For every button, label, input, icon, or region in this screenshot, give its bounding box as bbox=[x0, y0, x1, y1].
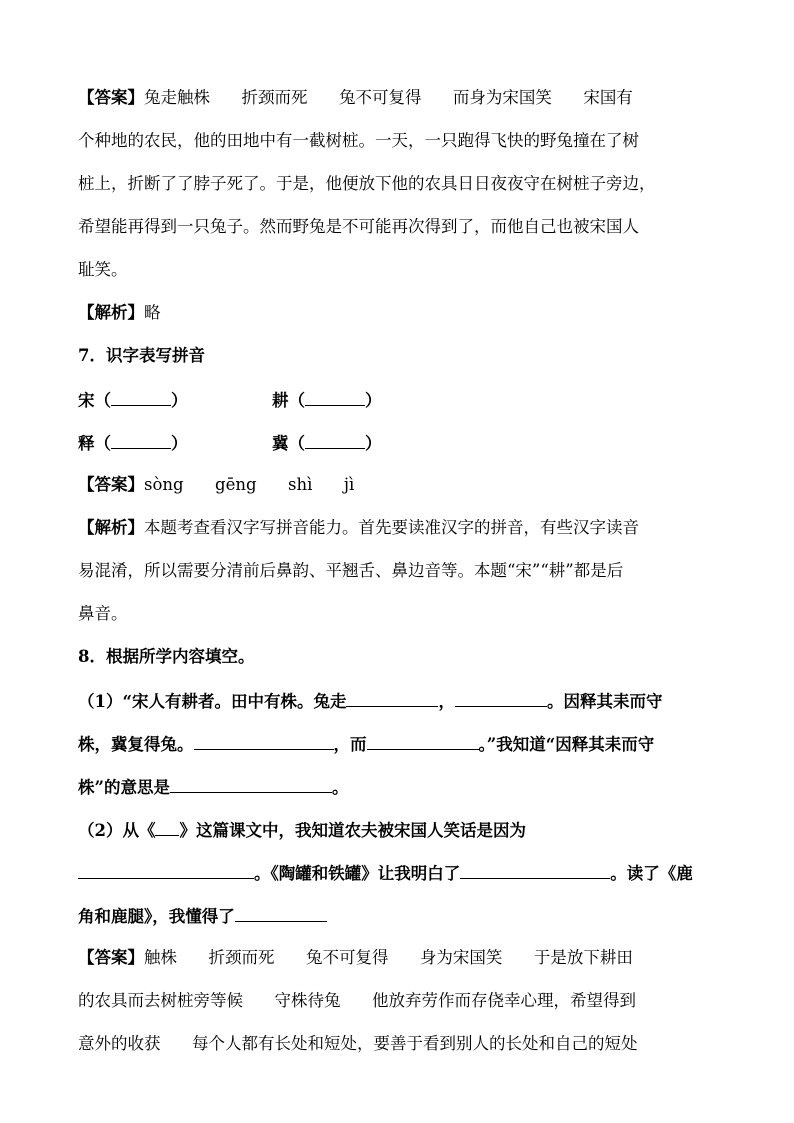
q6-answer-line-2: 个种地的农民，他的田地中有一截树桩。一天，一只跑得飞快的野兔撞在了树 bbox=[78, 131, 639, 150]
q8-part1-line-1 bbox=[78, 688, 662, 714]
q8-part2-line-1 bbox=[78, 817, 526, 843]
q7-char: 耕 bbox=[272, 391, 289, 410]
answer-text: sòng gēng shì jì bbox=[144, 475, 355, 494]
q6-analysis bbox=[78, 301, 161, 325]
question-8-title: 8．根据所学内容填空。 bbox=[78, 647, 255, 666]
q7-char: 冀 bbox=[272, 434, 289, 453]
q7-item-song bbox=[78, 387, 188, 413]
paren-open: （ bbox=[94, 391, 111, 410]
text: 。读了《鹿 bbox=[610, 864, 693, 883]
q7-item-shi bbox=[78, 430, 188, 456]
q7-char: 释 bbox=[78, 434, 95, 453]
answer-text: 触株 折颈而死 兔不可复得 身为宋国笑 于是放下耕田 bbox=[144, 948, 633, 967]
text: 。 bbox=[332, 778, 349, 797]
paren-open: （ bbox=[94, 434, 111, 453]
answer-label: 【答案】 bbox=[78, 88, 144, 107]
blank-5[interactable] bbox=[170, 774, 332, 793]
text: 。因释其耒而守 bbox=[546, 692, 663, 711]
q7-analysis-line-3: 鼻音。 bbox=[78, 604, 128, 623]
q8-part1-line-2 bbox=[78, 731, 654, 757]
answer-label: 【答案】 bbox=[78, 948, 144, 967]
blank-2[interactable] bbox=[455, 688, 547, 707]
answer-text: 兔走触株 折颈而死 兔不可复得 而身为宋国笑 宋国有 bbox=[144, 88, 633, 107]
paren-close: ） bbox=[365, 434, 382, 453]
text: （1）“宋人有耕者。田中有株。兔走 bbox=[78, 692, 347, 711]
question-7-title: 7．识字表写拼音 bbox=[78, 346, 205, 365]
paren-open: （ bbox=[288, 434, 305, 453]
pinyin-blank-shi[interactable] bbox=[111, 430, 171, 449]
blank-8[interactable] bbox=[460, 860, 610, 879]
blank-1[interactable] bbox=[346, 688, 438, 707]
blank-9[interactable] bbox=[235, 903, 327, 922]
q8-answer-line-2: 的农具而去树桩旁等候 守株待兔 他放弃劳作而存侥幸心理，希望得到 bbox=[78, 991, 636, 1010]
text: （2）从《 bbox=[78, 821, 156, 840]
text: 。《陶罐和铁罐》让我明白了 bbox=[254, 864, 461, 883]
text: 株”的意思是 bbox=[78, 778, 170, 797]
q7-analysis-line-1 bbox=[78, 516, 639, 540]
q6-answer-line-3: 桩上，折断了了脖子死了。于是，他便放下他的农具日日夜夜守在树桩子旁边， bbox=[78, 174, 656, 193]
pinyin-blank-song[interactable] bbox=[111, 387, 171, 406]
analysis-text: 略 bbox=[144, 303, 161, 322]
analysis-label: 【解析】 bbox=[78, 303, 144, 322]
pinyin-blank-ji[interactable] bbox=[305, 430, 365, 449]
q7-analysis-line-2: 易混淆，所以需要分清前后鼻韵、平翘舌、鼻边音等。本题“宋”“耕”都是后 bbox=[78, 561, 624, 580]
q7-item-ji bbox=[272, 430, 382, 456]
paren-close: ） bbox=[171, 434, 188, 453]
paren-close: ） bbox=[171, 391, 188, 410]
q7-answer bbox=[78, 473, 354, 497]
analysis-label: 【解析】 bbox=[78, 518, 144, 537]
blank-7[interactable] bbox=[78, 860, 254, 879]
text: 株，冀复得兔。 bbox=[78, 735, 194, 754]
paren-open: （ bbox=[288, 391, 305, 410]
blank-6[interactable] bbox=[155, 817, 179, 836]
blank-4[interactable] bbox=[367, 731, 479, 750]
text: 角和鹿腿》，我懂得了 bbox=[78, 907, 235, 926]
text: 》这篇课文中，我知道农夫被宋国人笑话是因为 bbox=[179, 821, 526, 840]
text: 。”我知道“因释其耒而守 bbox=[478, 735, 655, 754]
q8-part2-line-2 bbox=[78, 860, 693, 886]
text: ，而 bbox=[333, 735, 367, 754]
q6-answer-line-4: 希望能再得到一只兔子。然而野兔是不可能再次得到了，而他自己也被宋国人 bbox=[78, 217, 639, 236]
q6-answer-line-1 bbox=[78, 86, 633, 110]
q6-answer-line-5: 耻笑。 bbox=[78, 260, 128, 279]
pinyin-blank-geng[interactable] bbox=[305, 387, 365, 406]
q8-answer-line-1 bbox=[78, 946, 633, 970]
analysis-text: 本题考查看汉字写拼音能力。首先要读准汉字的拼音，有些汉字读音 bbox=[144, 518, 639, 537]
q7-item-geng bbox=[272, 387, 382, 413]
q8-part2-line-3 bbox=[78, 903, 327, 929]
text: ， bbox=[438, 692, 455, 711]
paren-close: ） bbox=[365, 391, 382, 410]
answer-label: 【答案】 bbox=[78, 475, 144, 494]
q8-part1-line-3 bbox=[78, 774, 349, 800]
blank-3[interactable] bbox=[194, 731, 334, 750]
q7-char: 宋 bbox=[78, 391, 95, 410]
q8-answer-line-3: 意外的收获 每个人都有长处和短处，要善于看到别人的长处和自己的短处 bbox=[78, 1034, 638, 1053]
